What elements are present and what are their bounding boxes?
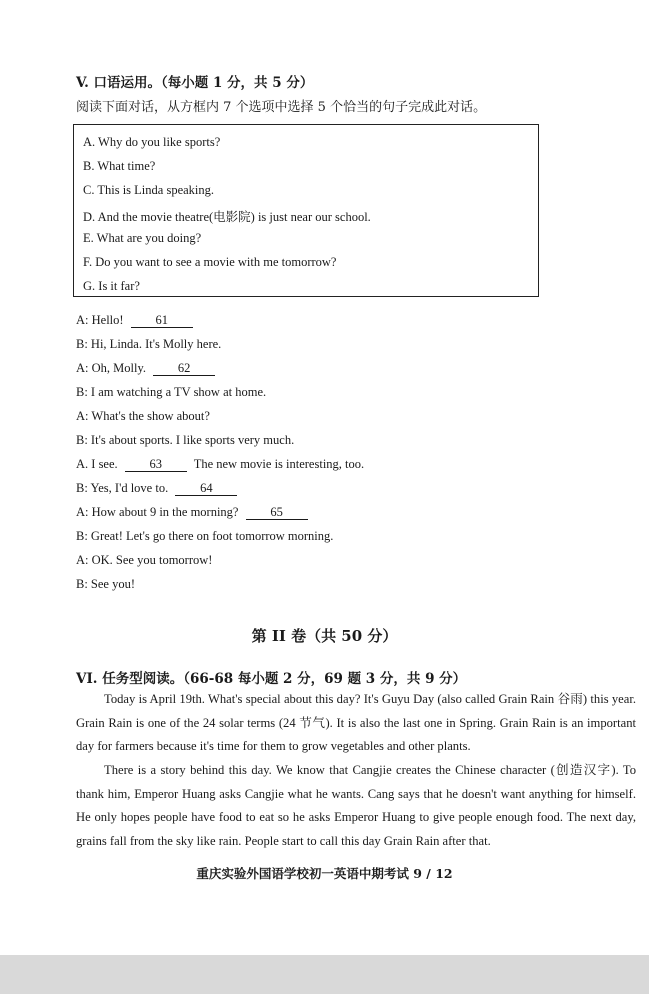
option-a: A. Why do you like sports? — [83, 135, 221, 149]
dialogue-line: A: OK. See you tomorrow! — [76, 553, 213, 567]
reading-paragraph-1: Today is April 19th. What's special about this day? It's Guyu Day (also called Grain Rain 谷雨) this year. Grain Rain is one of the 24 solar terms (24 节气). It is also the last one in Spring. Grain Rain is an important day for farmers because it's time for them to grow vegetables and other plants. — [76, 692, 636, 753]
dialogue-line: B: I am watching a TV show at home. — [76, 385, 267, 399]
option-c: C. This is Linda speaking. — [83, 183, 215, 197]
option-d: D. And the movie theatre(电影院) is just near our school. — [83, 210, 371, 224]
options-box — [73, 124, 539, 297]
dialogue-line: B: Yes, I'd love to. 64 — [76, 481, 241, 496]
dialogue-line: A. I see. 63 The new movie is interesting, too. — [76, 457, 365, 471]
option-b: B. What time? — [83, 159, 156, 173]
answer-blank: 65 — [246, 506, 308, 520]
answer-blank: 64 — [175, 482, 237, 496]
section-5-title: V. 口语运用。（每小题 1 分，共 5 分） — [76, 75, 314, 91]
bottom-band — [0, 955, 649, 994]
dialogue-line: B: Hi, Linda. It's Molly here. — [76, 337, 222, 351]
dialogue-line: A: Oh, Molly. 62 — [76, 361, 219, 376]
reading-paragraph-2: There is a story behind this day. We know that Cangjie creates the Chinese character (创造汉字). To thank him, Emperor Huang asks Cangjie what he wants. Cang says that he doesn't want anything for himself. He only hopes people have food to eat so he asks Emperor Huang to give people enough food. The next day, grains fall from the sky like rain. People start to call this day Grain Rain after that. — [76, 763, 636, 848]
answer-blank: 63 — [125, 458, 187, 472]
option-e: E. What are you doing? — [83, 231, 202, 245]
part-2-title: 第 II 卷（共 50 分） — [251, 627, 398, 645]
section-5-instruction: 阅读下面对话，从方框内 7 个选项中选择 5 个恰当的句子完成此对话。 — [76, 100, 487, 115]
option-f: F. Do you want to see a movie with me tomorrow? — [83, 255, 337, 269]
dialogue-line: B: Great! Let's go there on foot tomorrow morning. — [76, 529, 334, 543]
dialogue-line: A: Hello! 61 — [76, 313, 197, 328]
dialogue-line: A: How about 9 in the morning? 65 — [76, 505, 312, 520]
answer-blank: 62 — [153, 362, 215, 376]
section-6-title: VI. 任务型阅读。（66-68 每小题 2 分，69 题 3 分，共 9 分） — [76, 671, 467, 687]
page-footer: 重庆实验外国语学校初一英语中期考试 9 / 12 — [196, 866, 453, 881]
option-g: G. Is it far? — [83, 279, 140, 293]
dialogue-line: B: It's about sports. I like sports very much. — [76, 433, 295, 447]
answer-blank: 61 — [131, 314, 193, 328]
dialogue-line: A: What's the show about? — [76, 409, 210, 423]
dialogue-line: B: See you! — [76, 577, 136, 591]
